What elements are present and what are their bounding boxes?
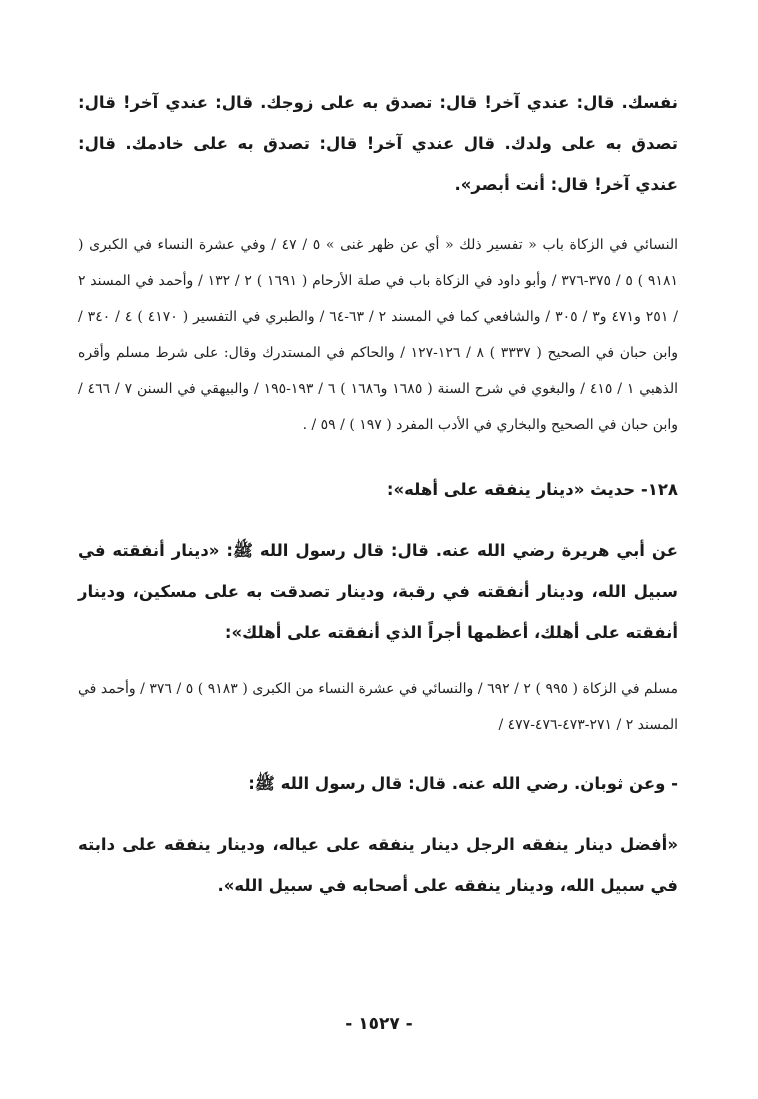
section-heading: ١٢٨- حديث «دينار ينفقه على أهله»: — [386, 480, 678, 499]
narrator-intro: - وعن ثوبان. رضي الله عنه. قال: قال رسول الله ﷺ: — [248, 774, 678, 793]
hadith-paragraph-3: «أفضل دينار ينفقه الرجل دينار ينفقه على عياله، ودينار ينفقه على دابته في سبيل الله، ودينار ينفقه على أصحابه في سبيل الله». — [78, 835, 678, 895]
page-body — [78, 82, 678, 906]
page-number: - ١٥٢٧ - — [345, 1014, 413, 1034]
reference-paragraph-2: مسلم في الزكاة ( ٩٩٥ ) ٢ / ٦٩٢ / والنسائي في عشرة النساء من الكبرى ( ٩١٨٣ ) ٥ / ٣٧٦ / وأحمد في المسند ٢ / ٢٧١-٤٧٣-٤٧٦-٤٧٧ / — [78, 681, 678, 733]
hadith-paragraph-2: عن أبي هريرة رضي الله عنه. قال: قال رسول الله ﷺ: «دينار أنفقته في سبيل الله، ودينار أنفقته في رقبة، ودينار تصدقت به على مسكين، ودينار أنفقته على أهلك، أعظمها أجراً الذي أنفقته على أهلك»: — [78, 541, 678, 642]
reference-paragraph-1: النسائي في الزكاة باب « تفسير ذلك « أي عن ظهر غنى » ٥ / ٤٧ / وفي عشرة النساء في الكبرى ( ٩١٨١ ) ٥ / ٣٧٥-٣٧٦ / وأبو داود في الزكاة باب في صلة الأرحام ( ١٦٩١ ) ٢ / ١٣٢ / وأحمد في المسند ٢ / ٢٥١ و٤٧١ و٣ / ٣٠٥ / والشافعي كما في المسند ٢ / ٦٣-٦٤ / والطبري في التفسير ( ٤١٧٠ ) ٤ / ٣٤٠ / وابن حبان في الصحيح ( ٣٣٣٧ ) ٨ / ١٢٦-١٢٧ / والحاكم في المستدرك وقال: على شرط مسلم وأقره الذهبي ١ / ٤١٥ / والبغوي في شرح السنة ( ١٦٨٥ و١٦٨٦ ) ٦ / ١٩٣-١٩٥ / والبيهقي في السنن ٧ / ٤٦٦ / وابن حبان في الصحيح والبخاري في الأدب المفرد ( ١٩٧ ) / ٥٩ / . — [78, 237, 679, 433]
hadith-continuation: نفسك. قال: عندي آخر! قال: تصدق به على زوجك. قال: عندي آخر! قال: تصدق به على ولدك. قال عندي آخر! قال: تصدق به على خادمك. قال: عندي آخر! قال: أنت أبصر». — [78, 93, 678, 194]
